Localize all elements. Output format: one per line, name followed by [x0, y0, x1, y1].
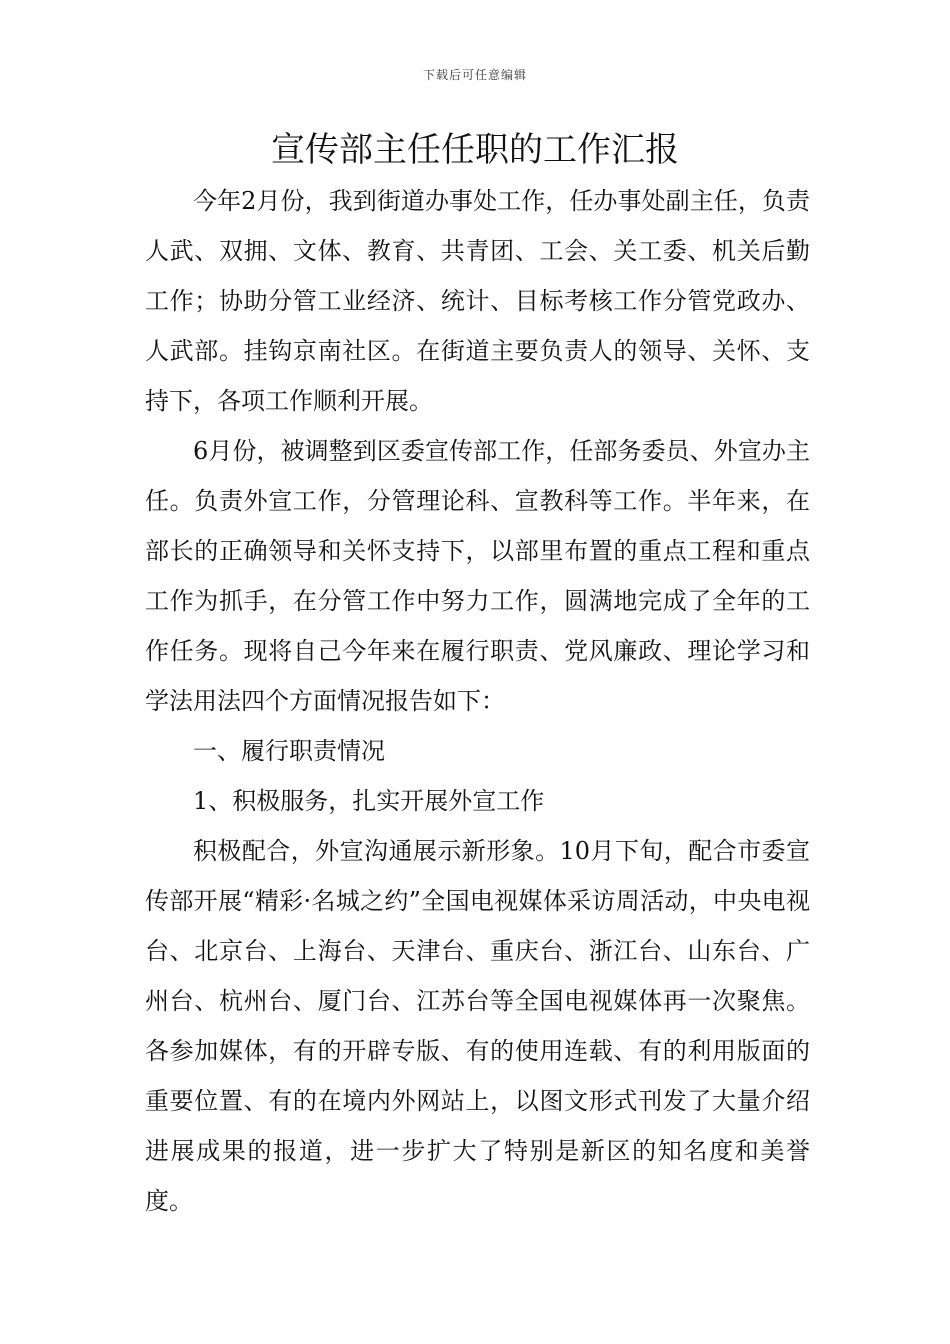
subsection-heading: 1、积极服务，扎实开展外宣工作	[193, 787, 545, 815]
header-note: 下载后可任意编辑	[422, 68, 527, 82]
document-title: 宣传部主任任职的工作汇报	[271, 130, 679, 170]
paragraph-publicity: 积极配合，外宣沟通展示新形象。10月下旬，配合市委宣传部开展“精彩·名城之约”全国电视媒体采访周活动，中央电视台、北京台、上海台、天津台、重庆台、浙江台、山东台、广州台、杭州台、厦门台、江苏台等全国电视媒体再一次聚焦。各参加媒体，有的开辟专版、有的使用连载、有的利用版面的重要位置、有的在境内外网站上，以图文形式刊发了大量介绍进展成果的报道，进一步扩大了特别是新区的知名度和美誉度。	[145, 837, 810, 1215]
paragraph-transfer: 6月份，被调整到区委宣传部工作，任部务委员、外宣办主任。负责外宣工作，分管理论科、宣教科等工作。半年来，在部长的正确领导和关怀支持下，以部里布置的重点工程和重点工作为抓手，在分管工作中努力工作，圆满地完成了全年的工作任务。现将自己今年来在履行职责、党风廉政、理论学习和学法用法四个方面情况报告如下：	[145, 437, 810, 715]
document-body	[145, 176, 810, 1226]
section-heading: 一、履行职责情况	[193, 737, 385, 765]
paragraph-intro: 今年2月份，我到街道办事处工作，任办事处副主任，负责人武、双拥、文体、教育、共青团、工会、关工委、机关后勤工作；协助分管工业经济、统计、目标考核工作分管党政办、人武部。挂钩京南社区。在街道主要负责人的领导、关怀、支持下，各项工作顺利开展。	[145, 187, 810, 415]
